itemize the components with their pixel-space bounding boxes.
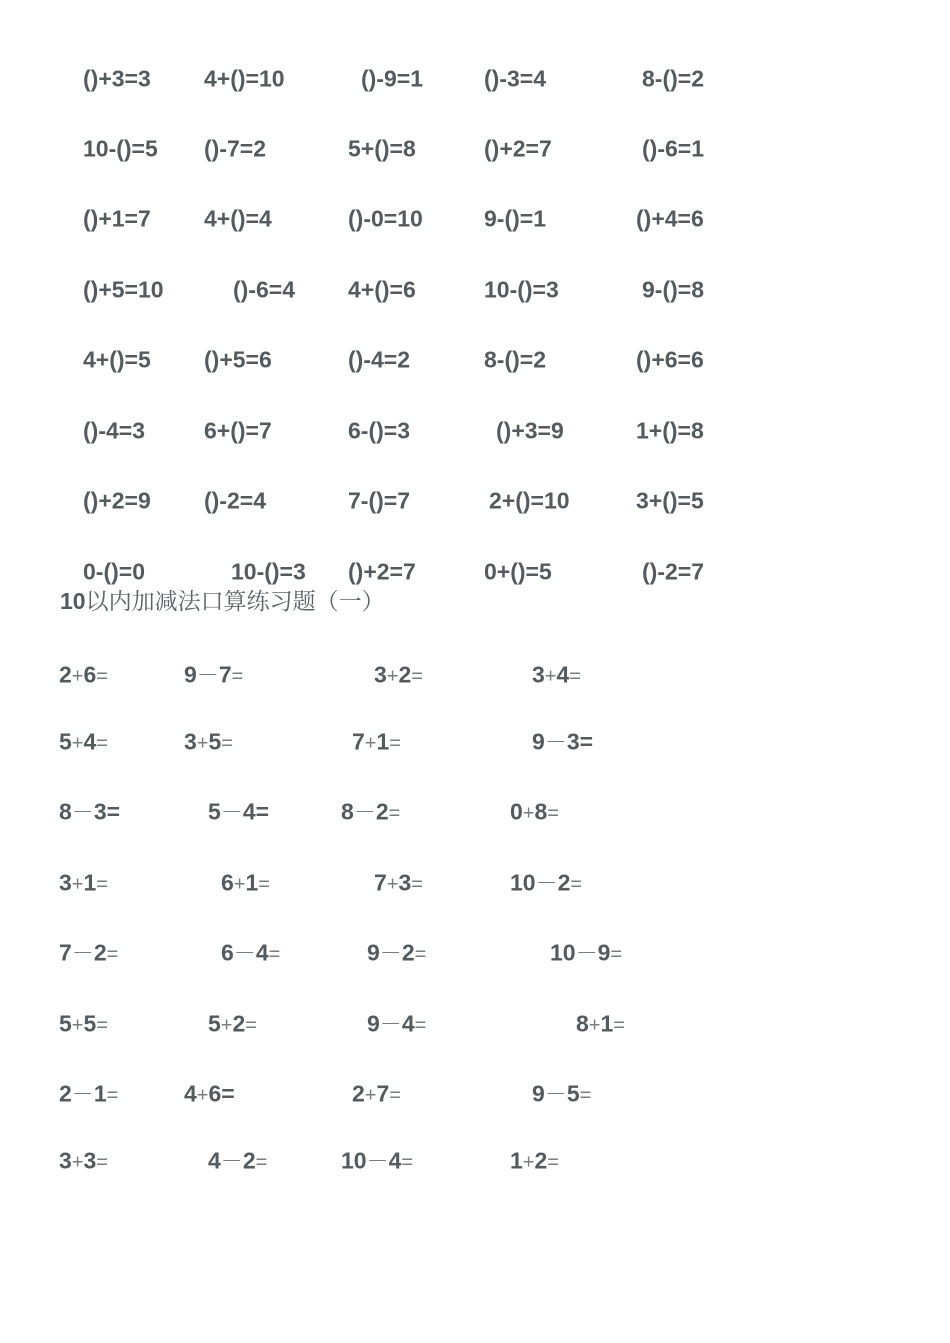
operand-b: 4 <box>388 1147 402 1174</box>
minus-sign: － <box>220 1148 243 1174</box>
fill-blank-equation: ()-2=7 <box>642 558 704 585</box>
fill-blank-equation: ()+5=6 <box>204 346 272 373</box>
plus-sign: + <box>386 873 399 896</box>
fill-blank-equation: 4+()=4 <box>204 205 272 232</box>
operand-b: 3 <box>566 728 580 755</box>
minus-sign: － <box>353 799 376 825</box>
fill-blank-equation: 10-()=3 <box>231 558 306 585</box>
operand-a: 9 <box>184 661 197 688</box>
operand-a: 7 <box>374 869 387 896</box>
equals-sign: = <box>547 802 559 825</box>
equals-sign: = <box>613 1014 625 1037</box>
operand-a: 1 <box>510 1147 523 1174</box>
operand-b: 2 <box>557 869 571 896</box>
fill-blank-equation: ()+3=3 <box>83 65 151 92</box>
plus-sign: + <box>233 873 246 896</box>
fill-blank-equation: ()-6=1 <box>642 135 704 162</box>
fill-blank-equation: ()+5=10 <box>83 276 164 303</box>
operand-b: 3 <box>83 1147 97 1174</box>
arithmetic-problem <box>510 1147 559 1174</box>
fill-blank-equation: 10-()=3 <box>484 276 559 303</box>
operand-a: 10 <box>510 869 536 896</box>
fill-blank-equation: 8-()=2 <box>484 346 546 373</box>
fill-blank-equation: 1+()=8 <box>636 417 704 444</box>
operand-a: 4 <box>208 1147 221 1174</box>
equals-sign: = <box>245 1014 257 1037</box>
plus-sign: + <box>71 873 84 896</box>
equals-sign: = <box>411 665 423 688</box>
equals-sign: = <box>569 665 581 688</box>
equals-sign: = <box>106 798 121 825</box>
plus-sign: + <box>544 665 557 688</box>
operand-b: 3 <box>93 798 107 825</box>
minus-sign: － <box>71 940 94 966</box>
plus-sign: + <box>196 732 209 755</box>
fill-blank-equation: 0+()=5 <box>484 558 552 585</box>
operand-a: 5 <box>59 728 72 755</box>
equals-sign: = <box>96 732 108 755</box>
arithmetic-problem <box>532 1080 592 1107</box>
minus-sign: － <box>379 1011 402 1037</box>
operand-a: 9 <box>367 939 380 966</box>
plus-sign: + <box>71 1151 84 1174</box>
operand-b: 4 <box>242 798 256 825</box>
operand-b: 9 <box>597 939 611 966</box>
arithmetic-problem <box>532 728 594 755</box>
operand-a: 8 <box>341 798 354 825</box>
operand-a: 3 <box>374 661 387 688</box>
minus-sign: － <box>71 1081 94 1107</box>
arithmetic-problem <box>352 1080 401 1107</box>
operand-b: 4 <box>255 939 269 966</box>
operand-b: 2 <box>401 939 415 966</box>
minus-sign: － <box>535 870 558 896</box>
operand-b: 4 <box>83 728 97 755</box>
plus-sign: + <box>71 1014 84 1037</box>
equals-sign: = <box>221 732 233 755</box>
fill-blank-equation: 2+()=10 <box>489 487 570 514</box>
fill-blank-equation: 0-()=0 <box>83 558 145 585</box>
operand-a: 10 <box>550 939 576 966</box>
section-title-number: 10 <box>60 588 86 614</box>
plus-sign: + <box>522 1151 535 1174</box>
operand-a: 9 <box>532 728 545 755</box>
equals-sign: = <box>610 943 623 966</box>
arithmetic-problem <box>367 939 427 966</box>
fill-blank-equation: ()+4=6 <box>636 205 704 232</box>
operand-b: 1 <box>600 1010 614 1037</box>
operand-a: 10 <box>341 1147 367 1174</box>
arithmetic-problem <box>510 869 583 896</box>
minus-sign: － <box>366 1148 389 1174</box>
arithmetic-problem <box>341 1147 414 1174</box>
fill-blank-equation: ()-4=3 <box>83 417 145 444</box>
fill-blank-equation: 4+()=6 <box>348 276 416 303</box>
operand-b: 1 <box>93 1080 107 1107</box>
operand-b: 1 <box>83 869 97 896</box>
fill-blank-equation: ()+6=6 <box>636 346 704 373</box>
fill-blank-equation: 9-()=1 <box>484 205 546 232</box>
operand-a: 9 <box>532 1080 545 1107</box>
arithmetic-problem <box>510 798 559 825</box>
fill-blank-equation: 9-()=8 <box>642 276 704 303</box>
operand-b: 2 <box>534 1147 548 1174</box>
arithmetic-problem <box>374 661 423 688</box>
operand-a: 7 <box>59 939 72 966</box>
operand-b: 4 <box>401 1010 415 1037</box>
operand-b: 5 <box>83 1010 97 1037</box>
fill-blank-equation: 3+()=5 <box>636 487 704 514</box>
operand-a: 5 <box>208 798 221 825</box>
arithmetic-problem <box>221 869 270 896</box>
operand-a: 3 <box>184 728 197 755</box>
arithmetic-problem <box>59 798 121 825</box>
minus-sign: － <box>196 662 219 688</box>
plus-sign: + <box>522 802 535 825</box>
operand-a: 5 <box>208 1010 221 1037</box>
operand-a: 7 <box>352 728 365 755</box>
fill-blank-equation: 7-()=7 <box>348 487 410 514</box>
fill-blank-equation: 10-()=5 <box>83 135 158 162</box>
operand-b: 2 <box>242 1147 256 1174</box>
equals-sign: = <box>414 943 427 966</box>
arithmetic-problem <box>184 728 233 755</box>
operand-b: 4 <box>556 661 570 688</box>
arithmetic-problem <box>59 1147 108 1174</box>
fill-blank-equation: 4+()=10 <box>204 65 285 92</box>
operand-a: 2 <box>352 1080 365 1107</box>
fill-blank-equation: ()-2=4 <box>204 487 266 514</box>
arithmetic-problem <box>550 939 623 966</box>
plus-sign: + <box>71 665 84 688</box>
operand-b: 3 <box>398 869 412 896</box>
operand-a: 6 <box>221 869 234 896</box>
fill-blank-equation: ()+3=9 <box>496 417 564 444</box>
plus-sign: + <box>364 1084 377 1107</box>
arithmetic-problem <box>532 661 581 688</box>
equals-sign: = <box>414 1014 427 1037</box>
arithmetic-problem <box>59 728 108 755</box>
equals-sign: = <box>401 1151 414 1174</box>
operand-b: 2 <box>398 661 412 688</box>
arithmetic-problem <box>352 728 401 755</box>
arithmetic-problem <box>208 798 270 825</box>
operand-a: 0 <box>510 798 523 825</box>
operand-a: 3 <box>532 661 545 688</box>
equals-sign: = <box>106 943 119 966</box>
operand-a: 3 <box>59 1147 72 1174</box>
equals-sign: = <box>388 802 401 825</box>
fill-blank-equation: 5+()=8 <box>348 135 416 162</box>
fill-blank-equation: ()-3=4 <box>484 65 546 92</box>
arithmetic-problem <box>59 869 108 896</box>
equals-sign: = <box>231 665 244 688</box>
equals-sign: = <box>96 873 108 896</box>
minus-sign: － <box>575 940 598 966</box>
operand-b: 2 <box>93 939 107 966</box>
minus-sign: － <box>544 729 567 755</box>
operand-b: 6 <box>83 661 97 688</box>
minus-sign: － <box>71 799 94 825</box>
arithmetic-problem <box>59 1080 119 1107</box>
fill-blank-equation: ()+2=9 <box>83 487 151 514</box>
fill-blank-equation: 6+()=7 <box>204 417 272 444</box>
arithmetic-problem <box>208 1010 257 1037</box>
operand-a: 3 <box>59 869 72 896</box>
arithmetic-problem <box>59 939 119 966</box>
equals-sign: = <box>579 728 594 755</box>
fill-blank-equation: ()+1=7 <box>83 205 151 232</box>
operand-a: 5 <box>59 1010 72 1037</box>
minus-sign: － <box>220 799 243 825</box>
operand-b: 2 <box>375 798 389 825</box>
arithmetic-problem <box>59 661 108 688</box>
equals-sign: = <box>547 1151 559 1174</box>
operand-b: 1 <box>245 869 259 896</box>
operand-a: 8 <box>59 798 72 825</box>
equals-sign: = <box>258 873 270 896</box>
operand-b: 5 <box>566 1080 580 1107</box>
equals-sign: = <box>96 665 108 688</box>
fill-blank-equation: ()-6=4 <box>233 276 295 303</box>
operand-b: 5 <box>208 728 222 755</box>
fill-blank-equation: ()+2=7 <box>484 135 552 162</box>
operand-b: 1 <box>376 728 390 755</box>
arithmetic-problem <box>221 939 281 966</box>
arithmetic-problem <box>184 661 244 688</box>
equals-sign: = <box>389 732 401 755</box>
equals-sign: = <box>411 873 423 896</box>
operand-a: 2 <box>59 661 72 688</box>
plus-sign: + <box>386 665 399 688</box>
arithmetic-problem <box>208 1147 268 1174</box>
fill-blank-equation: ()+2=7 <box>348 558 416 585</box>
operand-a: 9 <box>367 1010 380 1037</box>
equals-sign: = <box>268 943 281 966</box>
operand-b: 7 <box>376 1080 390 1107</box>
fill-blank-equation: 4+()=5 <box>83 346 151 373</box>
arithmetic-problem <box>184 1080 235 1107</box>
equals-sign: = <box>579 1084 592 1107</box>
equals-sign: = <box>96 1014 108 1037</box>
fill-blank-equation: ()-0=10 <box>348 205 423 232</box>
plus-sign: + <box>364 732 377 755</box>
minus-sign: － <box>379 940 402 966</box>
fill-blank-equation: ()-9=1 <box>361 65 423 92</box>
plus-sign: + <box>196 1084 209 1107</box>
operand-b: 6 <box>208 1080 222 1107</box>
arithmetic-problem <box>367 1010 427 1037</box>
fill-blank-equation: ()-4=2 <box>348 346 410 373</box>
arithmetic-problem <box>374 869 423 896</box>
equals-sign: = <box>106 1084 119 1107</box>
minus-sign: － <box>233 940 256 966</box>
equals-sign: = <box>255 798 270 825</box>
equals-sign: = <box>255 1151 268 1174</box>
equals-sign: = <box>96 1151 108 1174</box>
equals-sign: = <box>389 1084 401 1107</box>
operand-a: 8 <box>576 1010 589 1037</box>
fill-blank-equation: 8-()=2 <box>642 65 704 92</box>
operand-a: 6 <box>221 939 234 966</box>
operand-a: 2 <box>59 1080 72 1107</box>
operand-b: 2 <box>232 1010 246 1037</box>
minus-sign: － <box>544 1081 567 1107</box>
arithmetic-problem <box>59 1010 108 1037</box>
fill-blank-equation: 6-()=3 <box>348 417 410 444</box>
section-title-text: 以内加减法口算练习题（一） <box>85 589 385 615</box>
fill-blank-equation: ()-7=2 <box>204 135 266 162</box>
arithmetic-problem <box>341 798 401 825</box>
operand-b: 8 <box>534 798 548 825</box>
section-title <box>60 590 385 614</box>
operand-a: 4 <box>184 1080 197 1107</box>
plus-sign: + <box>220 1014 233 1037</box>
plus-sign: + <box>588 1014 601 1037</box>
equals-sign: = <box>570 873 583 896</box>
plus-sign: + <box>71 732 84 755</box>
arithmetic-problem <box>576 1010 625 1037</box>
equals-sign: = <box>221 1080 235 1107</box>
operand-b: 7 <box>218 661 232 688</box>
